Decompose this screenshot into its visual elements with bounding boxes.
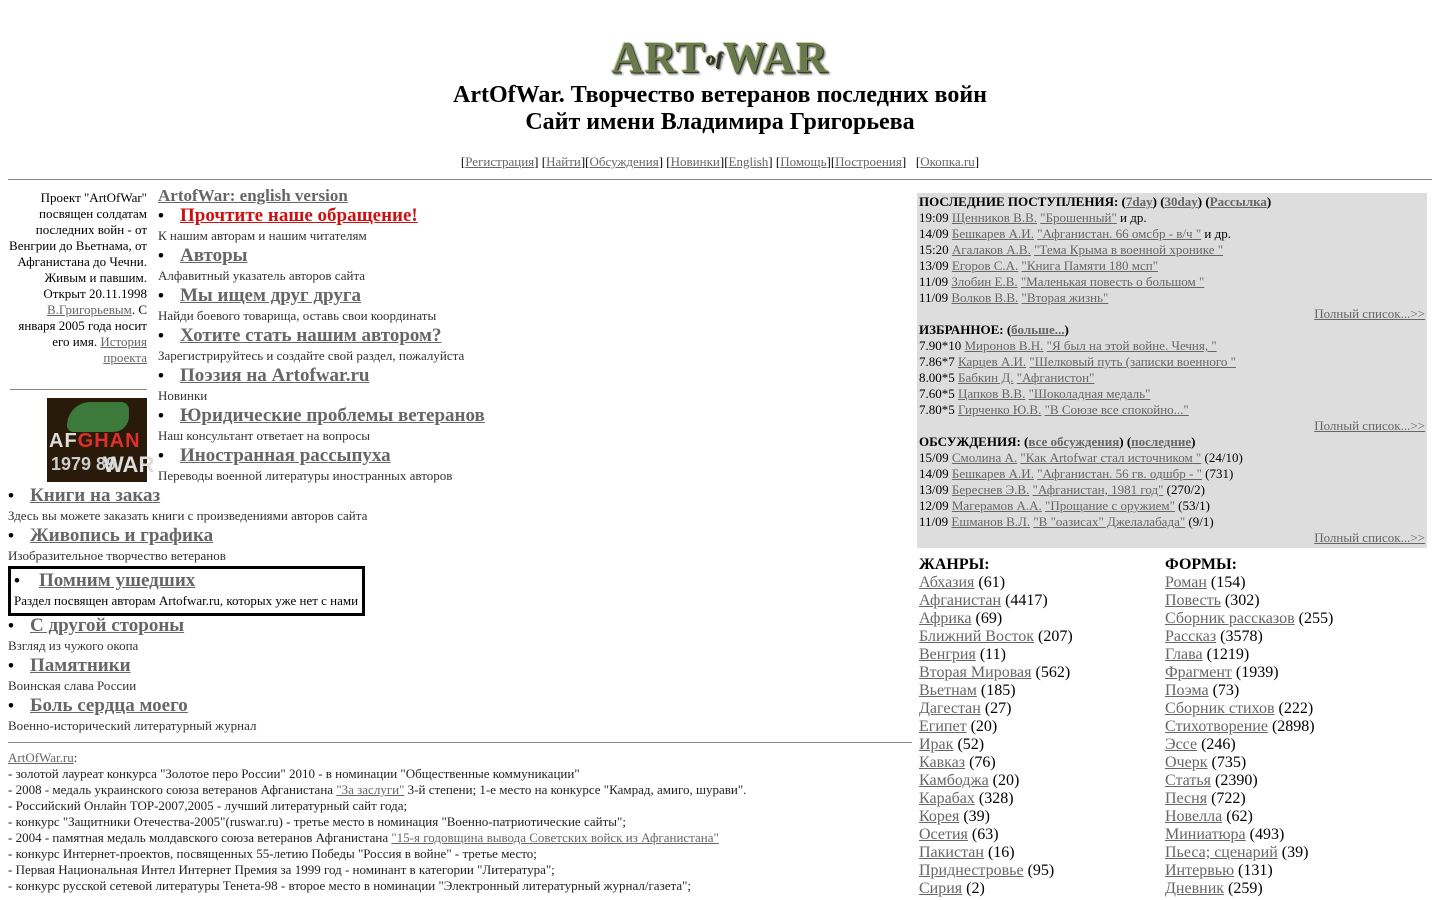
form-count: (246)	[1201, 736, 1236, 753]
list-item	[158, 246, 908, 266]
genre-link[interactable]: Карабах	[919, 790, 975, 807]
item-date: 14/09	[919, 226, 949, 241]
latest-item	[919, 226, 1425, 242]
genre-count: (185)	[980, 682, 1016, 699]
banner-years: 1979 89	[51, 454, 117, 474]
form-count: (1939)	[1235, 664, 1279, 681]
section-link-foreign[interactable]: Иностранная рассыпуха	[180, 445, 391, 466]
form-item	[1165, 628, 1333, 646]
section-link-books[interactable]: Книги на заказ	[30, 485, 161, 506]
latest-subscribe-link[interactable]: Рассылка	[1209, 194, 1267, 209]
section-desc: Воинская слава России	[8, 678, 137, 693]
form-count: (3578)	[1220, 628, 1263, 645]
section-list	[158, 206, 908, 486]
work-link[interactable]: "Афганистан, 1981 год"	[1032, 482, 1164, 497]
section-link-painting[interactable]: Живопись и графика	[30, 525, 214, 546]
author-link[interactable]: Бешкарев А.И.	[951, 466, 1034, 481]
award-line: - Российский Онлайн TOP-2007,2005 - лучший литературный сайт года;	[8, 798, 408, 813]
section-desc: Военно-исторический литературный журнал	[8, 718, 257, 733]
section-desc: Взгляд из чужого окопа	[8, 638, 139, 653]
nav-register-link[interactable]: Регистрация	[465, 154, 535, 169]
latest-7day-link[interactable]: 7day	[1125, 194, 1153, 209]
genre-item	[919, 664, 1073, 682]
form-count: (39)	[1281, 844, 1309, 861]
genre-link[interactable]: Африка	[919, 610, 972, 627]
award-line: - 2004 - памятная медаль молдавского союза ветеранов Афганистана "15-я годовщина вывода Советских войск из Афганистана"	[8, 830, 719, 845]
form-count: (722)	[1211, 790, 1246, 807]
genre-count: (20)	[970, 718, 998, 735]
genre-item	[919, 754, 1073, 772]
list-item	[158, 366, 908, 386]
award-line: - 2008 - медаль украинского союза ветеранов Афганистана "За заслуги" 3-й степени; 1-е место на конкурсе "Камрад, амиго, шурави".	[8, 782, 747, 797]
form-item	[1165, 826, 1333, 844]
nav-discussions-link[interactable]: Обсуждения	[589, 154, 659, 169]
section-link-heartache[interactable]: Боль сердца моего	[30, 695, 188, 716]
form-link[interactable]: Сборник рассказов	[1165, 610, 1295, 627]
author-link[interactable]: Бешкарев А.И.	[951, 226, 1034, 241]
award-anniversary-link[interactable]: "15-я годовщина вывода Советских войск из Афганистана"	[391, 830, 719, 845]
section-desc: Новинки	[158, 388, 208, 403]
discussion-item	[919, 450, 1425, 466]
award-line: - конкурс "Защитники Отечества-2005"(ruswar.ru) - третье место в номинация "Военно-патриотические сайты";	[8, 814, 626, 829]
form-link[interactable]: Рассказ	[1165, 628, 1217, 645]
favorite-item	[919, 386, 1425, 402]
forms-title: ФОРМЫ:	[1165, 556, 1237, 573]
banner-war-text: WAR	[103, 452, 155, 477]
list-item	[8, 616, 908, 636]
genre-item	[919, 844, 1073, 862]
item-date: 13/09	[919, 482, 949, 497]
genre-count: (61)	[978, 574, 1006, 591]
genre-count: (16)	[987, 844, 1015, 861]
form-item	[1165, 754, 1333, 772]
list-item	[158, 286, 908, 306]
work-link[interactable]: "Тема Крыма в военной хронике "	[1034, 242, 1224, 257]
genre-link[interactable]: Афганистан	[919, 592, 1002, 609]
author-link[interactable]: Карцев А.И.	[958, 354, 1027, 369]
list-item	[8, 526, 908, 546]
item-date: 11/09	[919, 274, 949, 289]
form-item	[1165, 646, 1333, 664]
updates-panel	[917, 193, 1427, 548]
latest-item	[919, 290, 1425, 306]
latest-item	[919, 274, 1425, 290]
list-item	[158, 206, 908, 226]
item-count: (270/2)	[1163, 482, 1205, 497]
page-title	[0, 82, 1440, 136]
author-link[interactable]: Миронов В.Н.	[964, 338, 1044, 353]
form-count: (302)	[1224, 592, 1260, 609]
form-item	[1165, 610, 1333, 628]
genre-link[interactable]: Дагестан	[919, 700, 981, 717]
history-link[interactable]: История проекта	[100, 334, 147, 365]
award-line: - Первая Национальная Интел Интернет Премия за 1999 год - номинант в категории "Литература";	[8, 862, 555, 877]
list-item	[8, 656, 908, 676]
item-count: (53/1)	[1174, 498, 1210, 513]
section-desc: Алфавитный указатель авторов сайта	[158, 268, 366, 283]
genre-item	[919, 682, 1073, 700]
section-link-authors[interactable]: Авторы	[180, 245, 248, 266]
section-link-appeal[interactable]: Прочтите наше обращение!	[180, 205, 418, 226]
form-item	[1165, 700, 1333, 718]
form-item	[1165, 574, 1333, 592]
genre-item	[919, 808, 1073, 826]
genre-item	[919, 790, 1073, 808]
form-item	[1165, 862, 1333, 880]
form-link[interactable]: Сборник стихов	[1165, 700, 1275, 717]
form-link[interactable]: Очерк	[1165, 754, 1208, 771]
form-link[interactable]: Стихотворение	[1165, 718, 1268, 735]
genre-item	[919, 646, 1073, 664]
section-link-poetry[interactable]: Поэзия на Artofwar.ru	[180, 365, 370, 386]
genre-item	[919, 718, 1073, 736]
divider-middle	[8, 742, 912, 743]
genre-link[interactable]: Вьетнам	[919, 682, 977, 699]
form-item	[1165, 880, 1333, 898]
item-date: 19:09	[919, 210, 949, 225]
favorite-item	[919, 370, 1425, 386]
work-link[interactable]: "В Союзе все спокойно..."	[1044, 402, 1189, 417]
form-link[interactable]: Эссе	[1165, 736, 1198, 753]
form-count: (255)	[1298, 610, 1334, 627]
genre-count: (39)	[963, 808, 990, 825]
section-link-memorial[interactable]: Помним ушедших	[39, 570, 196, 591]
banner-afghan-text: AFGHAN	[49, 430, 141, 452]
form-item	[1165, 736, 1333, 754]
author-link[interactable]: Агалаков А.В.	[951, 242, 1031, 257]
item-extra: и др.	[1116, 210, 1147, 225]
work-link[interactable]: "Книга Памяти 180 мсп"	[1021, 258, 1159, 273]
form-link[interactable]: Роман	[1165, 574, 1207, 591]
genre-link[interactable]: Ближний Восток	[919, 628, 1034, 645]
list-item	[158, 406, 908, 426]
item-score: 7.86*7	[919, 354, 955, 369]
genre-count: (328)	[978, 790, 1014, 807]
author-link[interactable]: Смолина А.	[951, 450, 1018, 465]
item-date: 12/09	[919, 498, 949, 513]
genre-item	[919, 592, 1073, 610]
recent-discussions-link[interactable]: последние	[1131, 434, 1192, 449]
form-link[interactable]: Глава	[1165, 646, 1203, 663]
form-link[interactable]: Новелла	[1165, 808, 1223, 825]
item-date: 11/09	[919, 290, 949, 305]
work-link[interactable]: "Шелковый путь (записки военного "	[1029, 354, 1236, 369]
nav-okopka-link[interactable]: Окопка.ru	[920, 154, 975, 169]
genre-link[interactable]: Ирак	[919, 736, 954, 753]
intro-text: Проект "ArtOfWar" посвящен солдатам последних войн - от Венгрии до Вьетнама, от Афганистана до Чечни. Живым и павшим. Открыт 20.11.1998	[9, 190, 147, 301]
title-line-2: Сайт имени Владимира Григорьева	[525, 109, 915, 135]
list-item	[158, 326, 908, 346]
author-link[interactable]: В.Григорьевым	[46, 302, 132, 317]
award-line: - конкурс русской сетевой литературы Тенета-98 - второе место в номинации "Электронный литературный журнал/газета";	[8, 878, 692, 893]
genre-link[interactable]: Сирия	[919, 880, 963, 897]
favorite-item	[919, 402, 1425, 418]
author-link[interactable]: Ешманов В.Л.	[951, 514, 1031, 529]
favorites-full-list-link[interactable]: Полный список...>>	[1314, 418, 1425, 433]
form-link[interactable]: Повесть	[1165, 592, 1221, 609]
favorite-item	[919, 354, 1425, 370]
genre-count: (11)	[979, 646, 1006, 663]
form-link[interactable]: Поэма	[1165, 682, 1209, 699]
section-link-monuments[interactable]: Памятники	[30, 655, 131, 676]
genre-item	[919, 772, 1073, 790]
title-line-1: ArtOfWar. Творчество ветеранов последних войн	[453, 82, 987, 108]
list-item	[8, 696, 908, 716]
genre-count: (27)	[984, 700, 1012, 717]
item-score: 7.90*10	[919, 338, 962, 353]
work-link[interactable]: "Шоколадная медаль"	[1028, 386, 1151, 401]
latest-full-list-link[interactable]: Полный список...>>	[1314, 306, 1425, 321]
form-item	[1165, 664, 1333, 682]
author-link[interactable]: Егоров С.А.	[951, 258, 1019, 273]
work-link[interactable]: "Афганистан. 66 омсбр - в/ч "	[1037, 226, 1202, 241]
form-link[interactable]: Песня	[1165, 790, 1208, 807]
form-link[interactable]: Дневник	[1165, 880, 1225, 897]
favorites-title: ИЗБРАННОЕ:	[919, 322, 1004, 337]
author-link[interactable]: Злобин Е.В.	[951, 274, 1018, 289]
form-link[interactable]: Статья	[1165, 772, 1211, 789]
discussions-title: ОБСУЖДЕНИЯ:	[919, 434, 1021, 449]
section-desc: Зарегистрируйтесь и создайте свой раздел, пожалуйста	[158, 348, 465, 363]
item-date: 14/09	[919, 466, 949, 481]
form-item	[1165, 718, 1333, 736]
genre-item	[919, 880, 1073, 898]
form-item	[1165, 682, 1333, 700]
form-link[interactable]: Пьеса; сценарий	[1165, 844, 1278, 861]
award-line: - золотой лауреат конкурса "Золотое перо России" 2010 - в номинации "Общественные коммуникации"	[8, 766, 580, 781]
discussion-item	[919, 482, 1425, 498]
section-desc: Здесь вы можете заказать книги с произведениями авторов сайта	[8, 508, 368, 523]
genre-link[interactable]: Корея	[919, 808, 960, 825]
genre-link[interactable]: Вторая Мировая	[919, 664, 1032, 681]
genre-link[interactable]: Абхазия	[919, 574, 975, 591]
logo-text-of: of	[705, 48, 723, 68]
discussion-item	[919, 466, 1425, 482]
latest-title: ПОСЛЕДНИЕ ПОСТУПЛЕНИЯ:	[919, 194, 1119, 209]
nav-english-link[interactable]: English	[728, 154, 769, 169]
item-count: (9/1)	[1185, 514, 1214, 529]
form-count: (2390)	[1214, 772, 1258, 789]
item-score: 8.00*5	[919, 370, 955, 385]
work-link[interactable]: "Афганистан. 56 гв. одшбр - "	[1037, 466, 1202, 481]
section-desc: Переводы военной литературы иностранных авторов	[158, 468, 453, 483]
form-count: (222)	[1278, 700, 1314, 717]
genre-item	[919, 574, 1073, 592]
nav-help-link[interactable]: Помощь	[780, 154, 827, 169]
work-link[interactable]: "Прощание с оружием"	[1045, 498, 1175, 513]
nav-builds-link[interactable]: Построения	[835, 154, 902, 169]
genre-count: (4417)	[1005, 592, 1048, 609]
latest-block: ПОСЛЕДНИЕ ПОСТУПЛЕНИЯ: (7day) (30day) (Рассылка) 19:09 Щенников В.В. "Брошенный" и др. 14/09 Бешкарев А.И. "Афганистан. 66 омсбр - в/ч " и др. 15:20 Агалаков А.В. "Тема Крыма в военной хронике " 13/09 Егоров С.А. "Книга Памяти 180 мсп" 11/09 Злобин Е.В. "Маленькая повесть о большом " 11/09 Волков В.В. "Вторая жизнь" Полный список...>>	[919, 194, 1425, 321]
list-item	[158, 446, 908, 466]
item-date: 15/09	[919, 450, 949, 465]
genre-link[interactable]: Приднестровье	[919, 862, 1024, 879]
form-count: (131)	[1238, 862, 1273, 879]
item-date: 13/09	[919, 258, 949, 273]
form-item	[1165, 844, 1333, 862]
genre-item	[919, 628, 1073, 646]
form-link[interactable]: Интервью	[1165, 862, 1235, 879]
section-desc: Раздел посвящен авторам Artofwar.ru, которых уже нет с нами	[14, 593, 359, 608]
discussions-full-list-link[interactable]: Полный список...>>	[1314, 530, 1425, 545]
nav-search-link[interactable]: Найти	[546, 154, 581, 169]
form-count: (154)	[1210, 574, 1246, 591]
genre-count: (69)	[975, 610, 1003, 627]
genre-count: (95)	[1027, 862, 1055, 879]
list-item	[8, 486, 908, 506]
genres-title: ЖАНРЫ:	[919, 556, 990, 573]
author-link[interactable]: Цапков В.В.	[958, 386, 1026, 401]
wide-sections	[8, 486, 908, 736]
section-link-legal[interactable]: Юридические проблемы ветеранов	[180, 405, 485, 426]
forms-list	[1165, 556, 1333, 898]
form-count: (62)	[1226, 808, 1253, 825]
author-link[interactable]: Волков В.В.	[951, 290, 1019, 305]
form-count: (259)	[1228, 880, 1263, 897]
work-link[interactable]: "Вторая жизнь"	[1021, 290, 1109, 305]
genre-item	[919, 736, 1073, 754]
memorial-box	[8, 566, 365, 616]
project-intro	[8, 190, 147, 366]
form-count: (2898)	[1271, 718, 1315, 735]
section-desc: Найди боевого товарища, оставь свои координаты	[158, 308, 437, 323]
item-extra: и др.	[1201, 226, 1231, 241]
section-desc: К нашим авторам и нашим читателям	[158, 228, 367, 243]
intro-text-2: . С января 2005 года носит его имя.	[18, 302, 147, 349]
afghan-war-banner[interactable]	[47, 398, 155, 482]
genre-item	[919, 862, 1073, 880]
section-desc: Наш консультант ответает на вопросы	[158, 428, 370, 443]
item-date: 11/09	[919, 514, 949, 529]
site-home-link[interactable]: ArtOfWar.ru	[8, 750, 74, 765]
favorites-more-link[interactable]: больше...	[1011, 322, 1065, 337]
genre-count: (207)	[1038, 628, 1073, 645]
discussion-item	[919, 514, 1425, 530]
logo-text-war: WAR	[722, 33, 829, 82]
work-link[interactable]: "В "оазисах" Джелалабада"	[1033, 514, 1186, 529]
site-logo[interactable]	[611, 33, 829, 82]
awards-list: ArtOfWar.ru: - золотой лауреат конкурса "Золотое перо России" 2010 - в номинации "Общественные коммуникации" - 2008 - медаль украинского союза ветеранов Афганистана "За заслуги" 3-й степени; 1-е место на конкурсе "Камрад, амиго, шурави". - Российский Онлайн TOP-2007,2005 - лучший литературный сайт года; - конкурс "Защитники Отечества-2005"(ruswar.ru) - третье место в номинация "Военно-патриотические сайты"; - 2004 - памятная медаль молдавского союза ветеранов Афганистана "15-я годовщина вывода Советских войск из Афганистана" - конкурс Интернет-проектов, посвященных 55-летию Победы "Россия в войне" - третье место; - Первая Национальная Интел Интернет Премия за 1999 год - номинант в категории "Литература"; - конкурс русской сетевой литературы Тенета-98 - второе место в номинации "Электронный литературный журнал/газета";	[8, 750, 908, 894]
main-sections	[158, 186, 908, 486]
latest-item	[919, 210, 1425, 226]
form-count: (493)	[1249, 826, 1285, 843]
genre-count: (52)	[957, 736, 985, 753]
form-count: (73)	[1212, 682, 1240, 699]
form-link[interactable]: Фрагмент	[1165, 664, 1232, 681]
latest-item	[919, 242, 1425, 258]
genre-link[interactable]: Кавказ	[919, 754, 966, 771]
form-item	[1165, 592, 1333, 610]
genre-item	[919, 700, 1073, 718]
genre-link[interactable]: Египет	[919, 718, 967, 735]
work-link[interactable]: "Я был на этой войне. Чечня, "	[1046, 338, 1217, 353]
genre-count: (76)	[969, 754, 996, 771]
author-link[interactable]: Бабкин Д.	[958, 370, 1014, 385]
section-desc: Изобразительное творчество ветеранов	[8, 548, 226, 563]
divider-top	[8, 179, 1432, 180]
genre-link[interactable]: Осетия	[919, 826, 968, 843]
logo-text-art: ART	[611, 33, 706, 82]
all-discussions-link[interactable]: все обсуждения	[1028, 434, 1120, 449]
favorite-item	[919, 338, 1425, 354]
site-header	[0, 33, 1440, 136]
form-item	[1165, 772, 1333, 790]
afghanistan-map-icon	[67, 402, 129, 432]
author-link[interactable]: Гирченко Ю.В.	[958, 402, 1042, 417]
discussions-block: ОБСУЖДЕНИЯ: (все обсуждения) (последние) 15/09 Смолина А. "Как Artofwar стал источником " (24/10) 14/09 Бешкарев А.И. "Афганистан. 56 гв. одшбр - " (731) 13/09 Береснев Э.В. "Афганистан, 1981 год" (270/2) 12/09 Магерамов А.А. "Прощание с оружием" (53/1) 11/09 Ешманов В.Л. "В "оазисах" Джелалабада" (9/1) Полный список...>>	[919, 434, 1425, 545]
section-link-become-author[interactable]: Хотите стать нашим автором?	[180, 325, 442, 346]
form-item	[1165, 808, 1333, 826]
genre-item	[919, 610, 1073, 628]
item-score: 7.60*5	[919, 386, 955, 401]
divider-left	[10, 389, 147, 390]
favorites-block: ИЗБРАННОЕ: (больше...) 7.90*10 Миронов В.Н. "Я был на этой войне. Чечня, " 7.86*7 Карцев А.И. "Шелковый путь (записки военного " 8.00*5 Бабкин Д. "Афганистон" 7.60*5 Цапков В.В. "Шоколадная медаль" 7.80*5 Гирченко Ю.В. "В Союзе все спокойно..." Полный список...>>	[919, 322, 1425, 433]
genre-count: (20)	[992, 772, 1020, 789]
item-score: 7.80*5	[919, 402, 955, 417]
latest-item	[919, 258, 1425, 274]
author-link[interactable]: Щенников В.В.	[951, 210, 1038, 225]
genre-count: (562)	[1035, 664, 1071, 681]
form-item	[1165, 790, 1333, 808]
genre-count: (63)	[971, 826, 999, 843]
award-line: - конкурс Интернет-проектов, посвященных 55-летию Победы "Россия в войне" - третье место;	[8, 846, 537, 861]
genre-link[interactable]: Пакистан	[919, 844, 984, 861]
top-navigation: [Регистрация] [Найти][Обсуждения] [Новинки][English] [Помощь][Построения] [Окопка.ru]	[460, 154, 980, 169]
english-version-link[interactable]: ArtofWar: english version	[158, 186, 348, 205]
section-link-other-side[interactable]: С другой стороны	[30, 615, 185, 636]
item-date: 15:20	[919, 242, 949, 257]
item-count: (24/10)	[1201, 450, 1243, 465]
genres-list	[919, 556, 1073, 898]
work-link[interactable]: "Брошенный"	[1040, 210, 1117, 225]
form-link[interactable]: Миниатюра	[1165, 826, 1246, 843]
work-link[interactable]: "Маленькая повесть о большом "	[1020, 274, 1205, 289]
genre-item	[919, 826, 1073, 844]
discussion-item	[919, 498, 1425, 514]
latest-30day-link[interactable]: 30day	[1164, 194, 1198, 209]
form-count: (735)	[1211, 754, 1247, 771]
author-link[interactable]: Береснев Э.В.	[951, 482, 1030, 497]
author-link[interactable]: Магерамов А.А.	[951, 498, 1042, 513]
work-link[interactable]: "Афганистон"	[1016, 370, 1095, 385]
award-medal-link[interactable]: "За заслуги"	[336, 782, 405, 797]
genre-count: (2)	[966, 880, 985, 897]
nav-new-link[interactable]: Новинки	[670, 154, 720, 169]
genre-link[interactable]: Венгрия	[919, 646, 976, 663]
item-count: (731)	[1201, 466, 1234, 481]
form-count: (1219)	[1206, 646, 1250, 663]
list-item	[14, 571, 358, 591]
work-link[interactable]: "Как Artofwar стал источником "	[1020, 450, 1202, 465]
section-link-search-friends[interactable]: Мы ищем друг друга	[180, 285, 361, 306]
genre-link[interactable]: Камбоджа	[919, 772, 989, 789]
